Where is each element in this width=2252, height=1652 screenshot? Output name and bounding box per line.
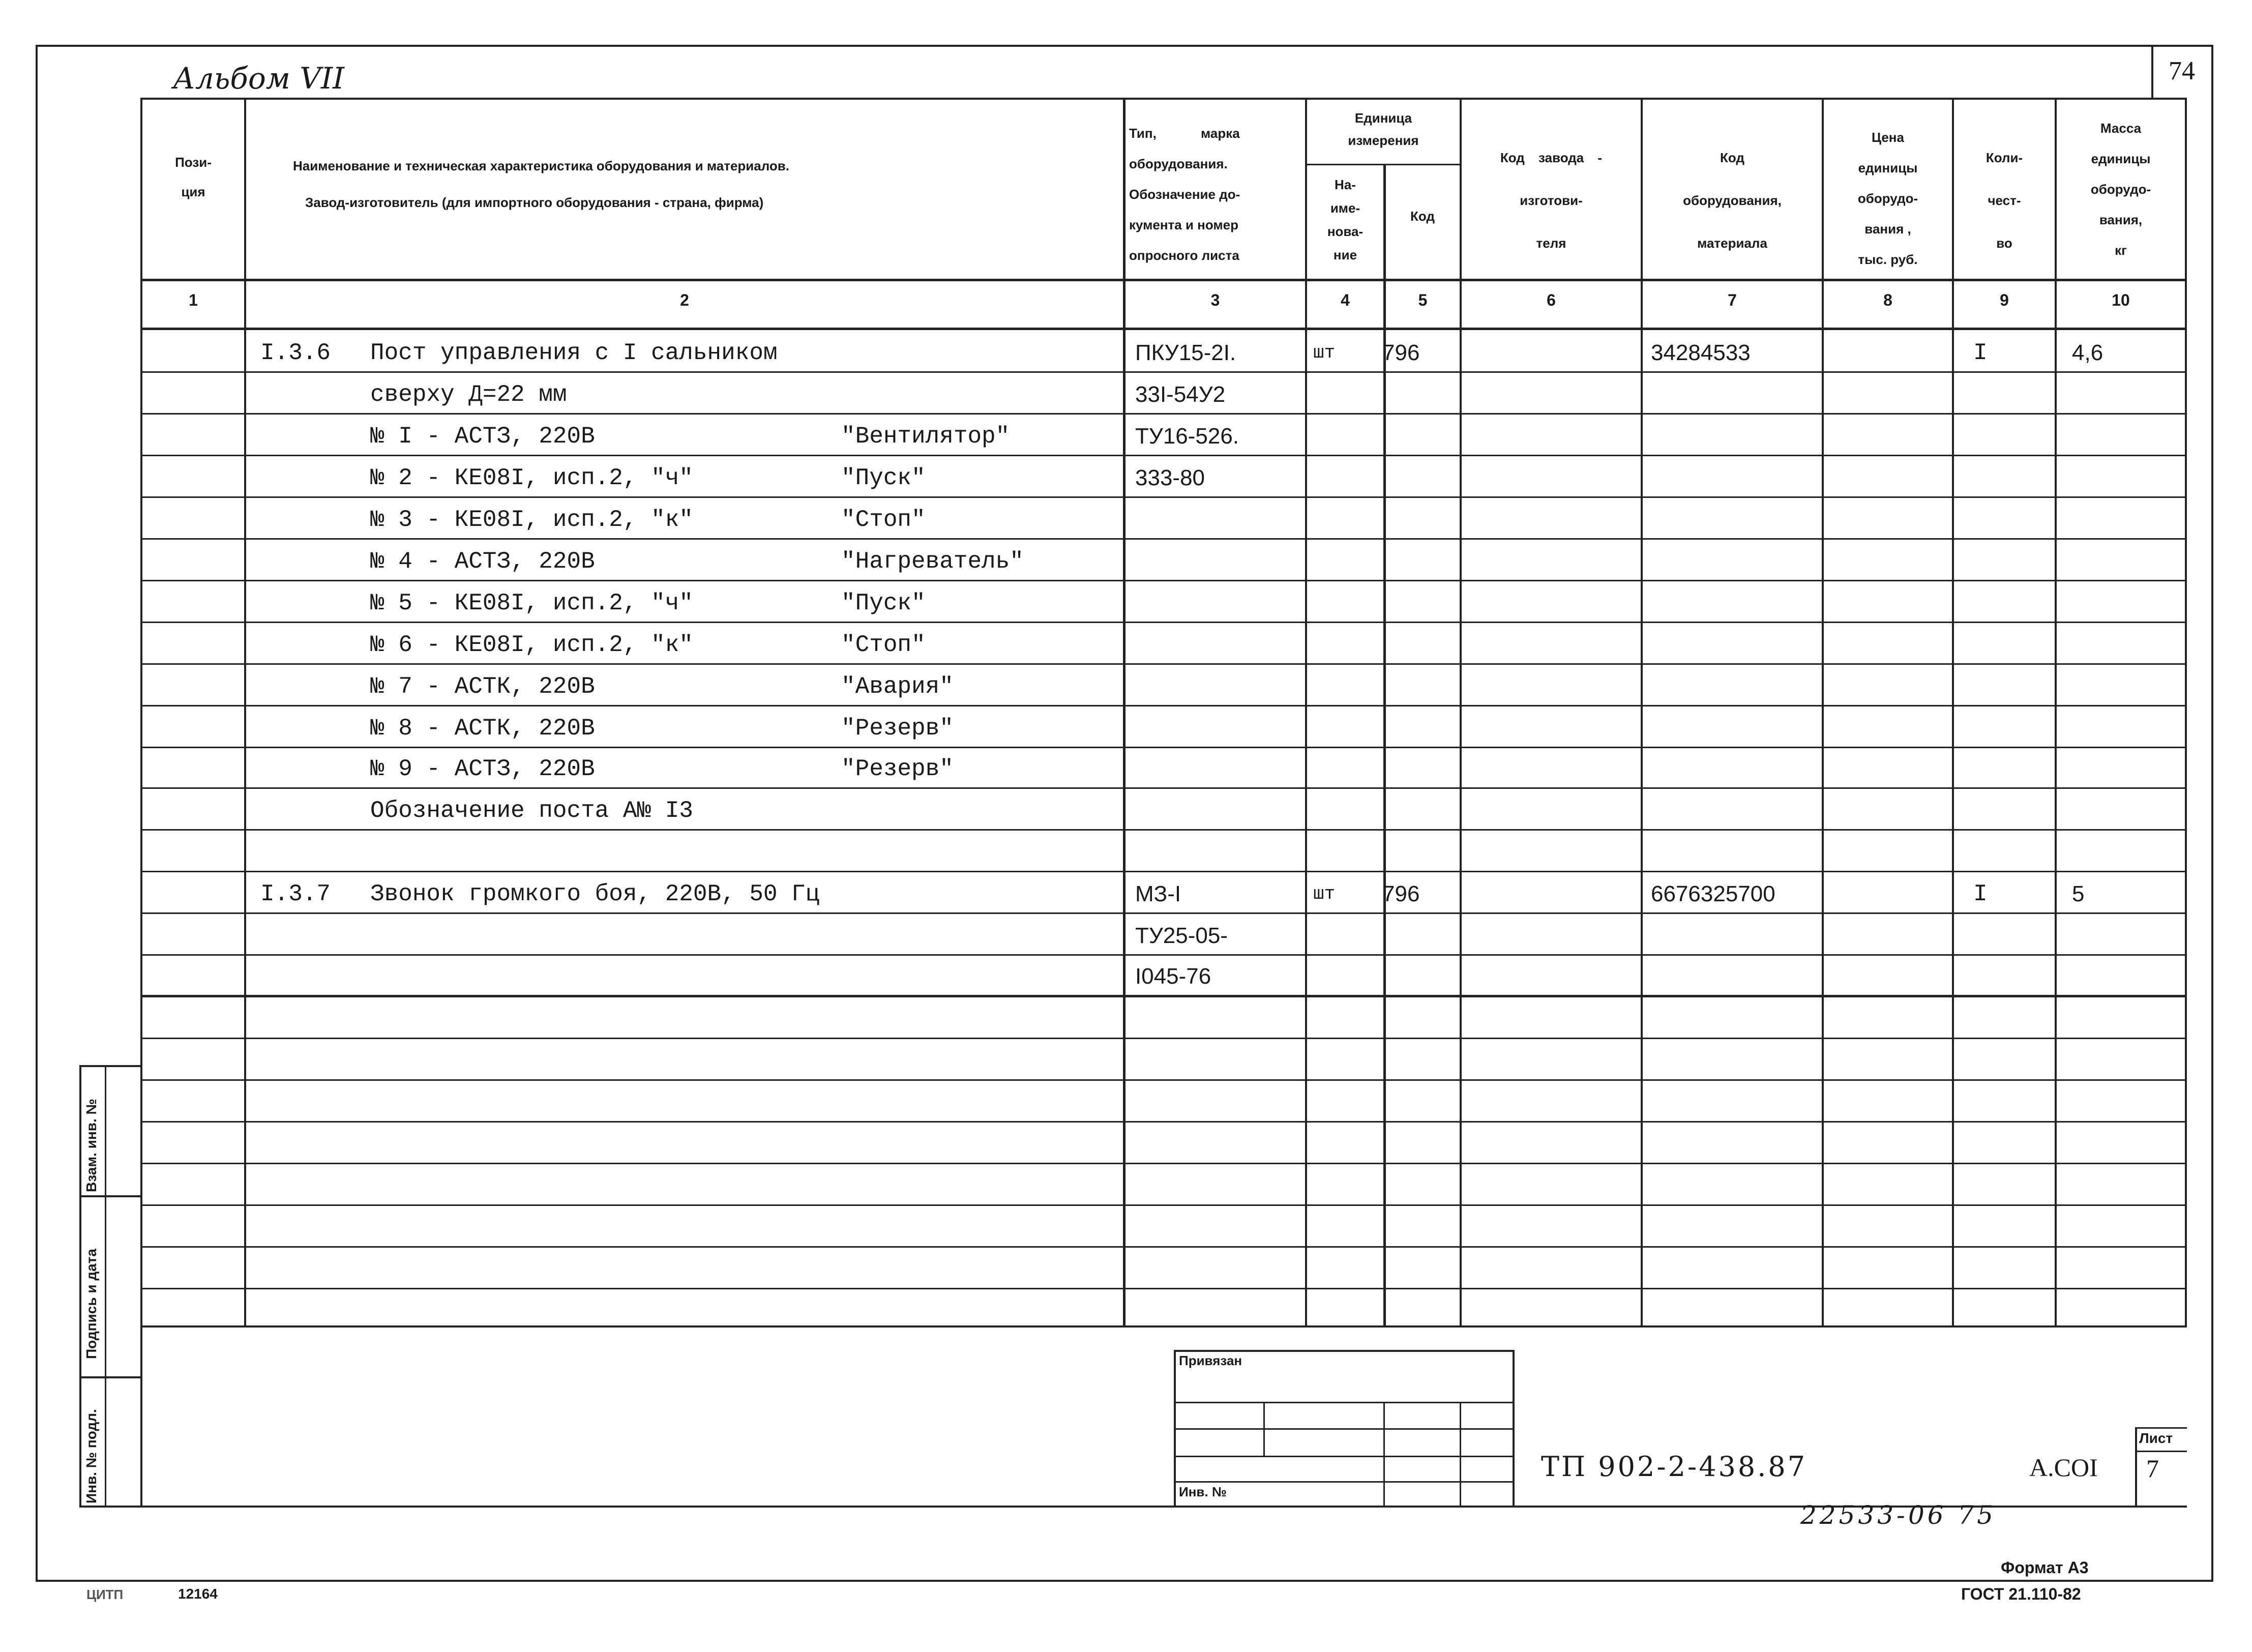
row-unit: шт <box>1313 883 1336 904</box>
row-type: I045-76 <box>1135 964 1211 989</box>
table-row <box>0 542 2252 580</box>
outer-border-bottom <box>36 1580 2213 1582</box>
header-col-9-line-2: чест- <box>1988 193 2021 208</box>
row-name-note: "Стоп" <box>841 507 926 533</box>
header-col-7-line-3: материала <box>1697 235 1767 251</box>
row-quantity: I <box>1973 340 1988 366</box>
side-stamp-div1 <box>79 1195 140 1197</box>
row-name: Обозначение поста А№ I3 <box>370 798 693 824</box>
row-separator <box>140 954 2187 956</box>
tb-top <box>1174 1350 1515 1352</box>
header-col-5: Код <box>1410 209 1435 224</box>
header-col-3 <box>1129 118 1302 271</box>
table-row <box>0 375 2252 413</box>
row-name: № 5 - КЕ08I, исп.2, "ч" <box>370 590 693 616</box>
row-separator <box>140 747 2187 748</box>
column-number: 4 <box>1341 291 1350 309</box>
row-name-note: "Резерв" <box>841 715 954 742</box>
header-col-4 <box>1307 173 1383 267</box>
column-number: 7 <box>1728 291 1737 309</box>
table-row <box>0 667 2252 705</box>
header-col-6-line-2: изготови- <box>1520 193 1583 208</box>
side-stamp-left <box>79 1065 81 1508</box>
header-col-1 <box>144 148 242 206</box>
row-separator <box>140 538 2187 540</box>
tb-col1 <box>1263 1402 1265 1456</box>
header-col-4-line-2: име- <box>1330 200 1360 216</box>
side-stamp-inv: Инв. № подл. <box>83 1409 99 1503</box>
table-top <box>140 98 2187 100</box>
header-col-4-line-1: На- <box>1335 177 1356 192</box>
header-col-8-line-5: тыс. руб. <box>1858 252 1918 267</box>
header-col-10-line-5: кг <box>2115 243 2127 258</box>
tb-privyazan: Привязан <box>1179 1353 1242 1368</box>
row-name-note: "Резерв" <box>841 756 954 782</box>
row-separator <box>140 787 2187 789</box>
row-name: № I - АСТЗ, 220В <box>370 423 595 450</box>
row-name-note: "Авария" <box>841 673 954 700</box>
row-position: I.3.6 <box>260 340 331 366</box>
column-number: 10 <box>2112 291 2130 309</box>
row-name: № 9 - АСТЗ, 220В <box>370 756 595 782</box>
row-separator <box>140 622 2187 623</box>
row-type: 33I-54У2 <box>1135 382 1226 407</box>
row-name-note: "Пуск" <box>841 590 926 616</box>
table-row <box>0 917 2252 954</box>
row-separator <box>140 1246 2187 1248</box>
row-name: № 4 - АСТЗ, 220В <box>370 548 595 575</box>
row-separator <box>140 455 2187 456</box>
tb-handwritten-number: 22533-06 75 <box>1800 1500 1997 1530</box>
tb-sheet-number: 7 <box>2146 1454 2159 1483</box>
column-number: 6 <box>1547 291 1556 309</box>
header-col-8 <box>1824 122 1952 275</box>
colnum-bottom <box>140 328 2187 330</box>
row-separator <box>140 1288 2187 1289</box>
header-col-10-line-2: единицы <box>2091 151 2151 166</box>
header-col-3-line-1: Тип, марка <box>1129 126 1240 141</box>
row-type: ТУ25-05- <box>1135 923 1228 948</box>
column-number: 3 <box>1210 291 1220 309</box>
header-col-8-line-1: Цена <box>1872 130 1904 145</box>
row-type: МЗ-I <box>1135 881 1181 906</box>
table-row <box>0 833 2252 871</box>
row-mass: 5 <box>2072 881 2085 906</box>
header-col-7-line-1: Код <box>1720 150 1744 165</box>
row-type: 333-80 <box>1135 465 1205 490</box>
tb-sheet-label: Лист <box>2139 1430 2173 1446</box>
album-label: Альбом VII <box>173 61 344 96</box>
row-unit-code: 796 <box>1382 340 1420 365</box>
column-number: 1 <box>189 291 198 309</box>
header-col-2-line-2: Завод-изготовитель (для импортного оборудования - страна, фирма) <box>305 195 764 210</box>
tb-col3 <box>1460 1402 1461 1508</box>
side-stamp-vzam: Взам. инв. № <box>83 1099 99 1192</box>
header-col-4-line-4: ние <box>1333 247 1357 262</box>
row-mass: 4,6 <box>2072 340 2103 365</box>
column-number: 9 <box>2000 291 2009 309</box>
tb-row4 <box>1174 1481 1515 1483</box>
table-row <box>0 584 2252 622</box>
header-col-3-line-5: опросного листа <box>1129 248 1239 263</box>
header-col-3-line-2: оборудования. <box>1129 156 1228 171</box>
column-number: 5 <box>1418 291 1428 309</box>
row-name-note: "Вентилятор" <box>841 423 1010 450</box>
header-col-8-line-3: оборудо- <box>1857 191 1918 206</box>
outer-border-top <box>36 45 2213 47</box>
header-col-9 <box>1954 136 2055 264</box>
row-separator <box>140 1163 2187 1164</box>
header-col-10-line-3: оборудо- <box>2090 182 2151 197</box>
row-separator <box>140 496 2187 498</box>
row-name: № 6 - КЕ08I, исп.2, "к" <box>370 632 693 658</box>
row-separator <box>140 580 2187 581</box>
tb-row1 <box>1174 1402 1515 1403</box>
side-stamp-bottom <box>79 1506 140 1508</box>
row-unit-code: 796 <box>1382 881 1420 906</box>
tb-col2 <box>1383 1402 1385 1508</box>
row-name-note: "Пуск" <box>841 465 926 491</box>
header-col-6-line-3: теля <box>1536 235 1566 251</box>
row-separator <box>140 829 2187 831</box>
header-col-2-line-1: Наименование и техническая характеристика оборудования и материалов. <box>293 158 790 173</box>
footer-left-number: 12164 <box>178 1586 218 1602</box>
tb-row2 <box>1174 1428 1515 1430</box>
header-unit-line-1: Единица <box>1354 110 1412 126</box>
row-name-note: "Стоп" <box>841 632 926 658</box>
footer-left-code: ЦИТП <box>86 1587 124 1602</box>
header-col-6-line-1: Код завода - <box>1500 150 1603 165</box>
table-row <box>0 626 2252 663</box>
row-separator <box>140 1038 2187 1039</box>
header-unit <box>1307 107 1460 152</box>
header-col-10-line-4: вания, <box>2099 212 2143 227</box>
row-separator <box>140 912 2187 914</box>
header-col-10 <box>2057 113 2185 266</box>
header-col-1-line-2: ция <box>181 184 205 199</box>
header-unit-line-2: измерения <box>1348 133 1419 148</box>
tb-doc-code: А.COI <box>2029 1453 2098 1482</box>
header-col-7 <box>1643 136 1822 264</box>
footer-gost: ГОСТ 21.110-82 <box>1961 1585 2081 1603</box>
row-name: № 8 - АСТК, 220В <box>370 715 595 742</box>
row-type: ПКУ15-2I. <box>1135 340 1236 365</box>
table-row <box>0 791 2252 829</box>
row-name-note: "Нагреватель" <box>841 548 1024 575</box>
page-number: 74 <box>2169 56 2195 85</box>
table-row <box>0 709 2252 747</box>
tb-row3 <box>1174 1456 1515 1457</box>
side-stamp-div2 <box>79 1376 140 1378</box>
row-separator <box>140 1204 2187 1206</box>
row-equipment-code: 6676325700 <box>1651 881 1775 906</box>
header-bottom <box>140 279 2187 281</box>
row-separator <box>140 871 2187 872</box>
row-name: № 7 - АСТК, 220В <box>370 673 595 700</box>
unit-subheader-line <box>1305 164 1461 165</box>
tb-sheet-mid <box>2135 1451 2187 1452</box>
row-type: ТУ16-526. <box>1135 424 1239 449</box>
row-separator <box>140 705 2187 706</box>
table-row <box>0 334 2252 371</box>
row-separator <box>140 1121 2187 1123</box>
header-col-2 <box>285 141 1119 227</box>
header-col-6 <box>1462 136 1641 264</box>
header-col-1-line-1: Пози- <box>175 155 212 170</box>
header-col-7-line-2: оборудования, <box>1683 193 1782 208</box>
header-col-10-line-1: Масса <box>2100 121 2142 136</box>
header-col-8-line-2: единицы <box>1858 160 1918 175</box>
row-separator <box>140 996 2187 997</box>
row-name: Пост управления с I сальником <box>370 340 778 366</box>
side-stamp-top <box>79 1065 140 1067</box>
row-name: № 2 - КЕ08I, исп.2, "ч" <box>370 465 693 491</box>
tb-sheet-top <box>2135 1427 2187 1429</box>
side-stamp-mid <box>105 1065 106 1508</box>
header-col-9-line-3: во <box>1996 235 2012 251</box>
tb-sheet-left <box>2135 1427 2137 1508</box>
row-separator <box>140 663 2187 665</box>
row-equipment-code: 34284533 <box>1651 340 1751 365</box>
row-separator <box>140 1079 2187 1081</box>
row-name: сверху Д=22 мм <box>370 381 567 408</box>
column-number: 2 <box>680 291 689 309</box>
header-col-3-line-3: Обозначение до- <box>1129 187 1240 202</box>
row-separator <box>140 371 2187 373</box>
header-col-9-line-1: Коли- <box>1986 150 2023 165</box>
header-col-4-line-3: нова- <box>1327 224 1364 239</box>
table-row <box>0 957 2252 995</box>
tb-designation: ТП 902-2-438.87 <box>1541 1451 1807 1483</box>
tb-inv-no: Инв. № <box>1179 1484 1227 1499</box>
row-name: № 3 - КЕ08I, исп.2, "к" <box>370 507 693 533</box>
row-separator <box>140 413 2187 415</box>
table-row <box>0 875 2252 912</box>
header-col-3-line-4: кумента и номер <box>1129 217 1238 232</box>
table-row <box>0 750 2252 787</box>
side-stamp-podpis: Подпись и дата <box>83 1249 99 1359</box>
row-position: I.3.7 <box>260 881 331 907</box>
table-row <box>0 500 2252 538</box>
table-row <box>0 417 2252 455</box>
row-quantity: I <box>1973 881 1988 907</box>
table-bottom <box>140 1325 2187 1328</box>
header-col-8-line-4: вания , <box>1864 221 1911 237</box>
table-row <box>0 459 2252 496</box>
row-name: Звонок громкого боя, 220В, 50 Гц <box>370 881 820 907</box>
column-number: 8 <box>1883 291 1892 309</box>
footer-format: Формат А3 <box>2001 1558 2089 1577</box>
page-number-box-left <box>2151 47 2153 98</box>
row-unit: шт <box>1313 342 1336 363</box>
